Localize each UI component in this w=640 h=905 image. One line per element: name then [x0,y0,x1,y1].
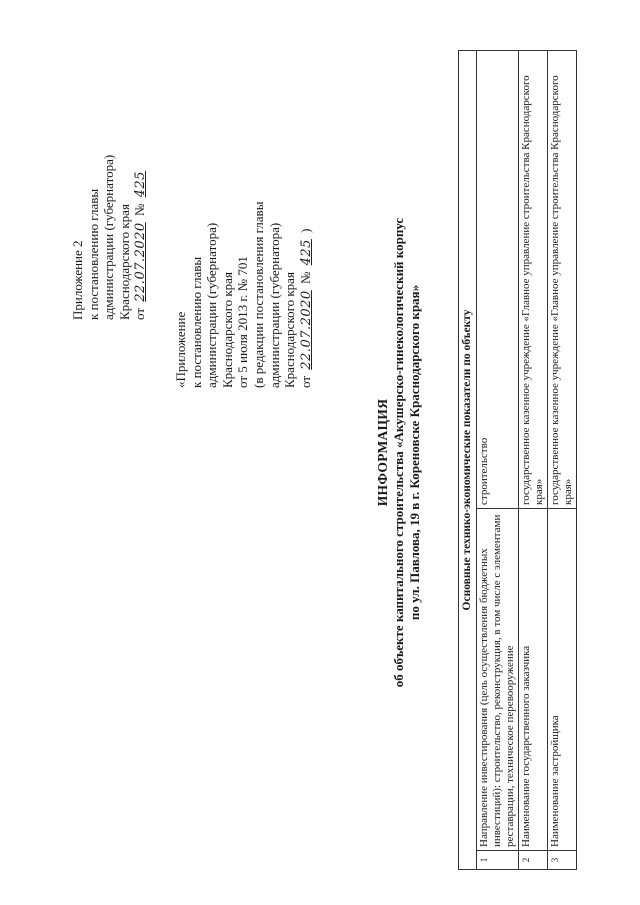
approval-line: от 5 июля 2013 г. № 701 [235,256,251,388]
row-number: 3 [548,851,577,870]
approval-date-line [132,155,149,320]
approval-line: Приложение 2 [70,240,85,320]
approval-line: (в редакции постановления главы [250,201,266,388]
approval-line: администрации (губернатора) [266,222,282,388]
approval-line: к постановлению главы [188,256,204,388]
document-title: ИНФОРМАЦИЯ [375,398,390,507]
date-prefix: от [297,375,313,388]
row-label: Наименование застройщика [548,509,577,851]
approval-date-line [298,202,315,388]
table-row [519,51,548,870]
number-prefix: № [132,203,148,217]
indicators-table [458,50,577,870]
row-value: государственное казенное учреждение «Главное управление строительства Краснодарского края» [548,51,577,509]
table-header-row [459,51,477,870]
approval-line: Краснодарского края [282,272,298,388]
table-row [548,51,577,870]
approval-line: администрации (губернатора) [101,154,117,320]
table-row [477,51,519,870]
approval-line: к постановлению главы [85,188,101,320]
approval-line: Краснодарского края [219,272,235,388]
approval-stamp-original [173,202,314,388]
handwritten-date: 22.07.2020 [298,290,314,370]
handwritten-number: 425 [133,171,149,198]
number-prefix: № [297,271,313,285]
approval-line: администрации (губернатора) [204,222,220,388]
row-number: 2 [519,851,548,870]
row-number: 1 [477,851,519,870]
row-label: Наименование государственного заказчика [519,509,548,851]
row-value: государственное казенное учреждение «Главное управление строительства Краснодарского края» [519,51,548,509]
closing-paren: ) [297,228,313,233]
section-title: Основные технико-экономические показатели по объекту [459,51,477,870]
approval-line: «Приложение [173,311,188,388]
approval-line: Краснодарского края [116,204,132,320]
row-value: строительство [477,51,519,509]
date-prefix: от [132,307,148,320]
document-subtitle: по ул. Павлова, 19 в г. Кореновске Краснодарского края» [407,284,422,621]
row-label: Направление инвестирования (цель осуществления бюджетных инвестиций): строительство, реконструкция, в том числе с элементами реставрации, техническое перевооружение [477,509,519,851]
handwritten-number: 425 [298,239,314,266]
document-subtitle: об объекте капитального строительства «Акушерско-гинекологический корпус [391,217,406,688]
document-heading [375,0,423,905]
handwritten-date: 22.07.2020 [133,222,149,302]
approval-stamp-primary [70,155,149,320]
